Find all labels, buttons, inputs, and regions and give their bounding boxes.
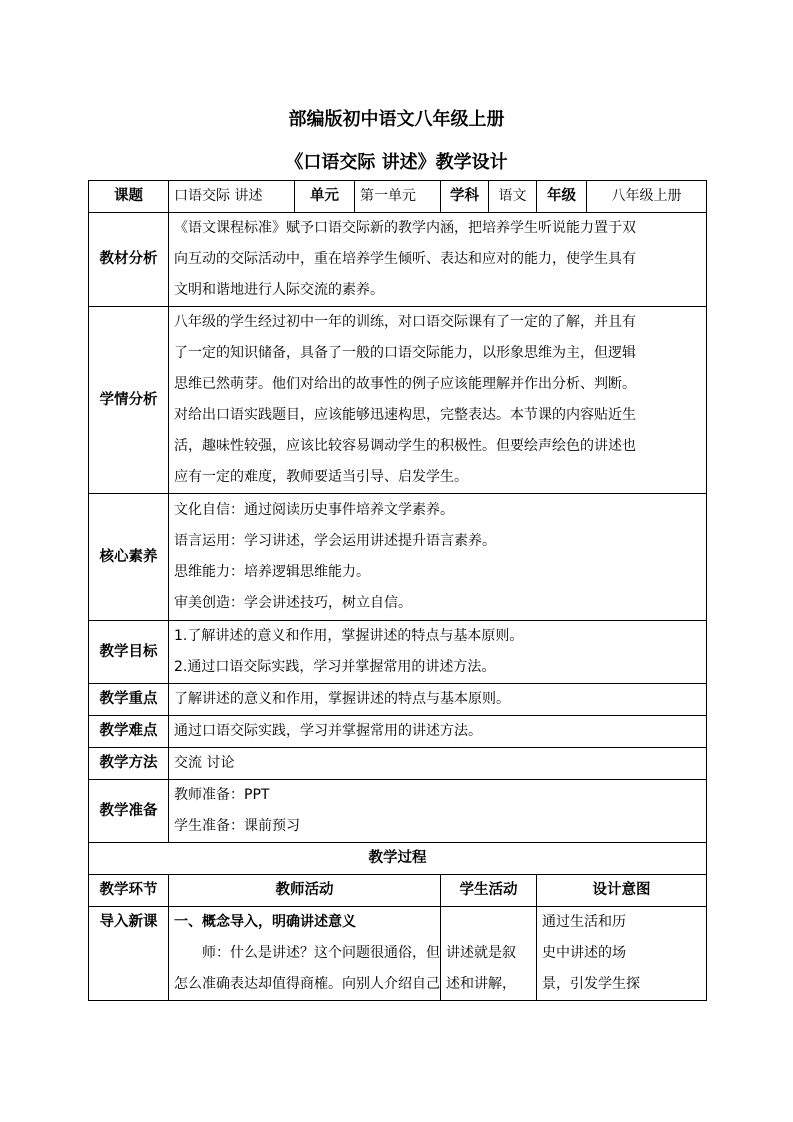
text-line: 语言运用：学习讲述，学会运用讲述提升语言素养。 [174,533,496,549]
text-line: 教师准备：PPT [174,787,270,803]
objectives-row [89,621,707,684]
key-point-label: 教学重点 [89,684,169,716]
discipline-value: 语文 [489,181,537,213]
key-point-text: 了解讲述的意义和作用，掌握讲述的特点与基本原则。 [169,684,707,716]
core-literacy-row [89,494,707,621]
unit-value: 第一单元 [355,181,441,213]
core-literacy-text [169,494,707,621]
grade-label: 年级 [537,181,587,213]
process-title: 教学过程 [89,843,707,875]
text-line: 审美创造：学会讲述技巧，树立自信。 [174,595,412,611]
difficulty-label: 教学难点 [89,716,169,748]
text-line: 1.了解讲述的意义和作用，掌握讲述的特点与基本原则。 [174,628,524,644]
teacher-heading: 一、概念导入，明确讲述意义 [174,914,356,930]
key-point-row [89,684,707,716]
text-line: 学生准备：课前预习 [174,818,300,834]
col-teacher-header: 教师活动 [169,875,441,907]
preparation-text [169,780,707,843]
lesson-plan-table [88,180,707,1001]
text-line: 景，引发学生探 [542,976,640,992]
design-intent-cell [537,907,707,1001]
header-row [89,181,707,213]
material-analysis-label: 教材分析 [89,213,169,307]
text-line: 通过生活和历 [542,914,626,930]
text-line: 2.通过口语交际实践，学习并掌握常用的讲述方法。 [174,659,496,675]
col-intent-header: 设计意图 [537,875,707,907]
col-stage-header: 教学环节 [89,875,169,907]
objectives-label: 教学目标 [89,621,169,684]
text-line: 应有一定的难度，教师要适当引导、启发学生。 [174,469,468,485]
student-analysis-text [169,307,707,494]
process-header-row [89,875,707,907]
text-line: 文化自信：通过阅读历史事件培养文学素养。 [174,502,454,518]
text-line: 对给出口语实践题目，应该能够迅速构思，完整表达。本节课的内容贴近生 [174,407,636,423]
student-analysis-row [89,307,707,494]
col-student-header: 学生活动 [441,875,537,907]
text-line: 讲述就是叙 [446,945,516,961]
core-literacy-label: 核心素养 [89,494,169,621]
preparation-row [89,780,707,843]
student-analysis-label: 学情分析 [89,307,169,494]
text-line: 师：什么是讲述？这个问题很通俗，但 [202,945,440,961]
document-title: 部编版初中语文八年级上册 [288,109,505,130]
process-row [89,907,707,1001]
subject-label: 课题 [89,181,169,213]
difficulty-row [89,716,707,748]
process-title-row [89,843,707,875]
text-line: 史中讲述的场 [542,945,626,961]
text-line: 《语文课程标准》赋予口语交际新的教学内涵，把培养学生听说能力置于双 [174,220,636,236]
student-activity-cell [441,907,537,1001]
text-line: 八年级的学生经过初中一年的训练，对口语交际课有了一定的了解，并且有 [174,314,636,330]
text-line: 了一定的知识储备，具备了一般的口语交际能力，以形象思维为主，但逻辑 [174,345,636,361]
discipline-label: 学科 [441,181,489,213]
method-row [89,748,707,780]
unit-label: 单元 [295,181,355,213]
text-line: 怎么准确表达却值得商榷。向别人介绍自己 [174,976,440,992]
grade-value: 八年级上册 [587,181,707,213]
text-line: 思维能力：培养逻辑思维能力。 [174,564,370,580]
preparation-label: 教学准备 [89,780,169,843]
text-line: 思维已然萌芽。他们对给出的故事性的例子应该能理解并作出分析、判断。 [174,376,636,392]
method-label: 教学方法 [89,748,169,780]
subject-value: 口语交际 讲述 [169,181,295,213]
difficulty-text: 通过口语交际实践，学习并掌握常用的讲述方法。 [169,716,707,748]
material-analysis-row [89,213,707,307]
text-line: 活，趣味性较强，应该比较容易调动学生的积极性。但要绘声绘色的讲述也 [174,438,636,454]
method-text: 交流 讨论 [169,748,707,780]
text-line: 述和讲解， [446,976,516,992]
objectives-text [169,621,707,684]
stage-cell: 导入新课 [89,907,169,1001]
text-line: 向互动的交际活动中，重在培养学生倾听、表达和应对的能力，使学生具有 [174,251,636,267]
document-subtitle: 《口语交际 讲述》教学设计 [285,152,508,173]
teacher-activity-cell [169,907,441,1001]
material-analysis-text [169,213,707,307]
text-line: 文明和谐地进行人际交流的素养。 [174,282,384,298]
